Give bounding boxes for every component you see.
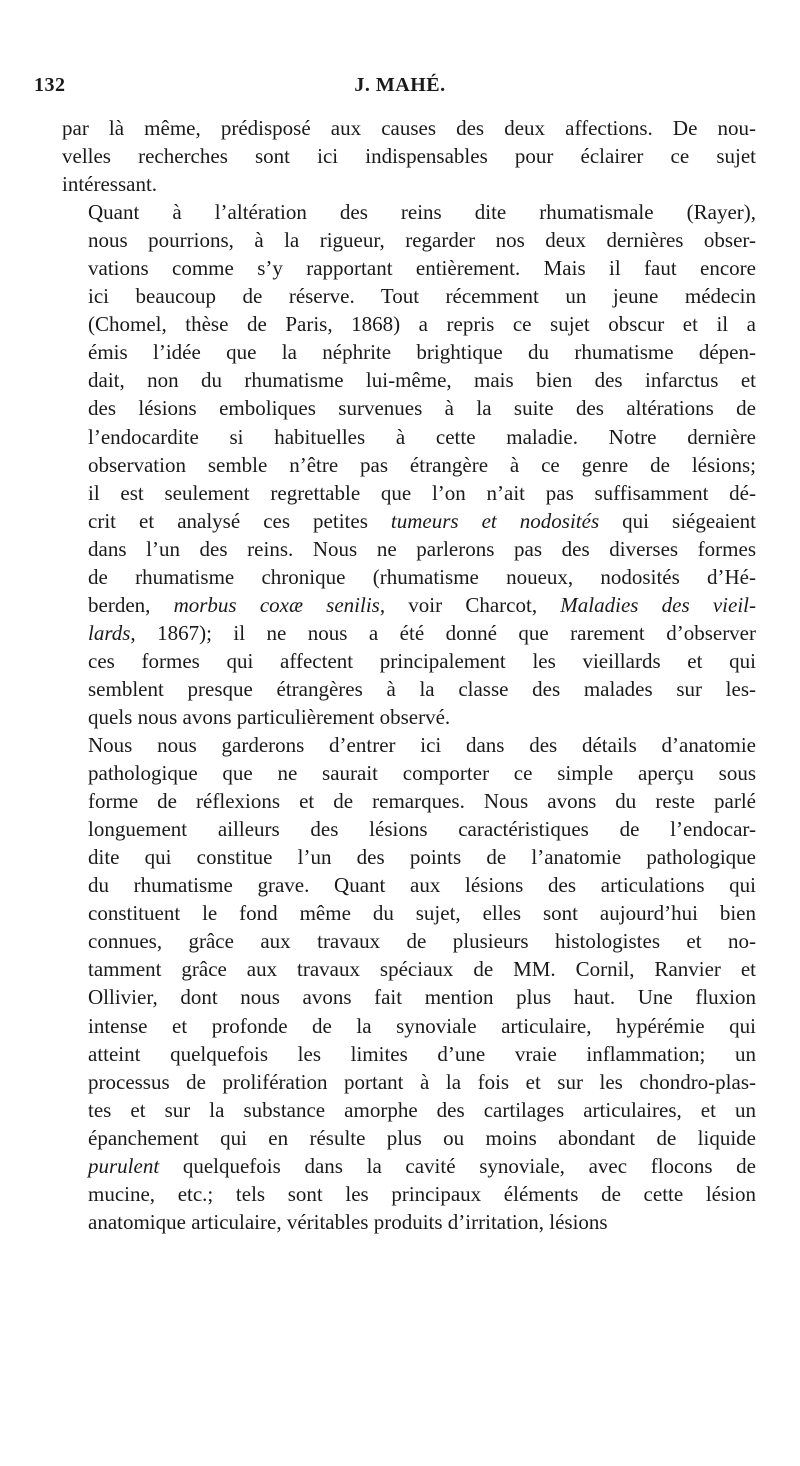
italic-text: morbus coxæ senilis: [173, 592, 380, 617]
paragraph: [62, 198, 756, 731]
text-line: tes et sur la substance amorphe des cartilages articulaires, et un: [88, 1097, 756, 1122]
running-head: J. MAHÉ.: [354, 74, 446, 96]
text-line: intéressant.: [62, 172, 158, 197]
italic-text: tumeurs et nodosités: [390, 508, 600, 533]
text-line: anatomique articulaire, véritables produits d’irritation, lésions: [88, 1209, 608, 1234]
text-line: ici beaucoup de réserve. Tout récemment un jeune médecin: [88, 284, 756, 309]
text-line: épanchement qui en résulte plus ou moins abondant de liquide: [88, 1125, 756, 1150]
text-line: Nous nous garderons d’entrer ici dans des détails d’anatomie: [88, 733, 756, 758]
text-line: processus de prolifération portant à la fois et sur les chondro-plas-: [88, 1069, 756, 1094]
text-line: du rhumatisme grave. Quant aux lésions des articulations qui: [88, 873, 756, 898]
text-line: émis l’idée que la néphrite brightique du rhumatisme dépen-: [88, 340, 756, 365]
italic-text: lards: [88, 620, 131, 645]
text-line: dans l’un des reins. Nous ne parlerons pas des diverses formes: [88, 536, 756, 561]
text-line: il est seulement regrettable que l’on n’ait pas suffisamment dé-: [88, 480, 756, 505]
text-line: atteint quelquefois les limites d’une vraie inflammation; un: [88, 1041, 756, 1066]
italic-text: purulent: [88, 1153, 160, 1178]
text-line: par là même, prédisposé aux causes des deux affections. De nou-: [62, 116, 756, 140]
page-number: 132: [34, 74, 66, 96]
text-line: Quant à l’altération des reins dite rhumatismale (Rayer),: [88, 200, 756, 225]
text-line: quels nous avons particulièrement observé.: [88, 704, 451, 729]
text-line: crit et analysé ces petites tumeurs et nodosités qui siégeaient: [88, 508, 757, 533]
text-line: berden, morbus coxæ senilis, voir Charcot, Maladies des vieil-: [88, 592, 756, 617]
text-line: mucine, etc.; tels sont les principaux éléments de cette lésion: [88, 1181, 756, 1206]
italic-text: Maladies des vieil-: [560, 592, 756, 617]
text-line: Ollivier, dont nous avons fait mention plus haut. Une fluxion: [88, 985, 756, 1010]
text-line: constituent le fond même du sujet, elles sont aujourd’hui bien: [88, 901, 756, 926]
text-line: dite qui constitue l’un des points de l’anatomie pathologique: [88, 845, 756, 870]
text-line: ces formes qui affectent principalement les vieillards et qui: [88, 648, 756, 673]
text-line: tamment grâce aux travaux spéciaux de MM. Cornil, Ranvier et: [88, 957, 756, 982]
text-line: nous pourrions, à la rigueur, regarder nos deux dernières obser-: [88, 228, 756, 253]
text-line: (Chomel, thèse de Paris, 1868) a repris ce sujet obscur et il a: [88, 312, 756, 337]
text-line: forme de réflexions et de remarques. Nous avons du reste parlé: [88, 789, 756, 814]
text-line: semblent presque étrangères à la classe des malades sur les-: [88, 676, 756, 701]
text-line: l’endocardite si habituelles à cette maladie. Notre dernière: [88, 424, 756, 449]
text-line: de rhumatisme chronique (rhumatisme noueux, nodosités d’Hé-: [88, 564, 756, 589]
text-line: observation semble n’être pas étrangère à ce genre de lésions;: [88, 452, 756, 477]
text-line: vations comme s’y rapportant entièrement. Mais il faut encore: [88, 256, 756, 281]
text-line: intense et profonde de la synoviale articulaire, hypérémie qui: [88, 1013, 756, 1038]
text-line: des lésions emboliques survenues à la suite des altérations de: [88, 396, 756, 421]
body-text: [62, 114, 756, 1236]
paragraph: [62, 114, 756, 198]
text-line: connues, grâce aux travaux de plusieurs histologistes et no-: [88, 929, 756, 954]
text-line: pathologique que ne saurait comporter ce simple aperçu sous: [88, 761, 756, 786]
paragraph: [62, 731, 756, 1236]
text-line: lards, 1867); il ne nous a été donné que rarement d’observer: [88, 620, 756, 645]
text-line: velles recherches sont ici indispensables pour éclairer ce sujet: [62, 144, 756, 169]
text-line: longuement ailleurs des lésions caractéristiques de l’endocar-: [88, 817, 756, 842]
text-line: purulent quelquefois dans la cavité synoviale, avec flocons de: [88, 1153, 756, 1178]
page-header: [34, 74, 766, 106]
text-line: dait, non du rhumatisme lui-même, mais bien des infarctus et: [88, 368, 756, 393]
